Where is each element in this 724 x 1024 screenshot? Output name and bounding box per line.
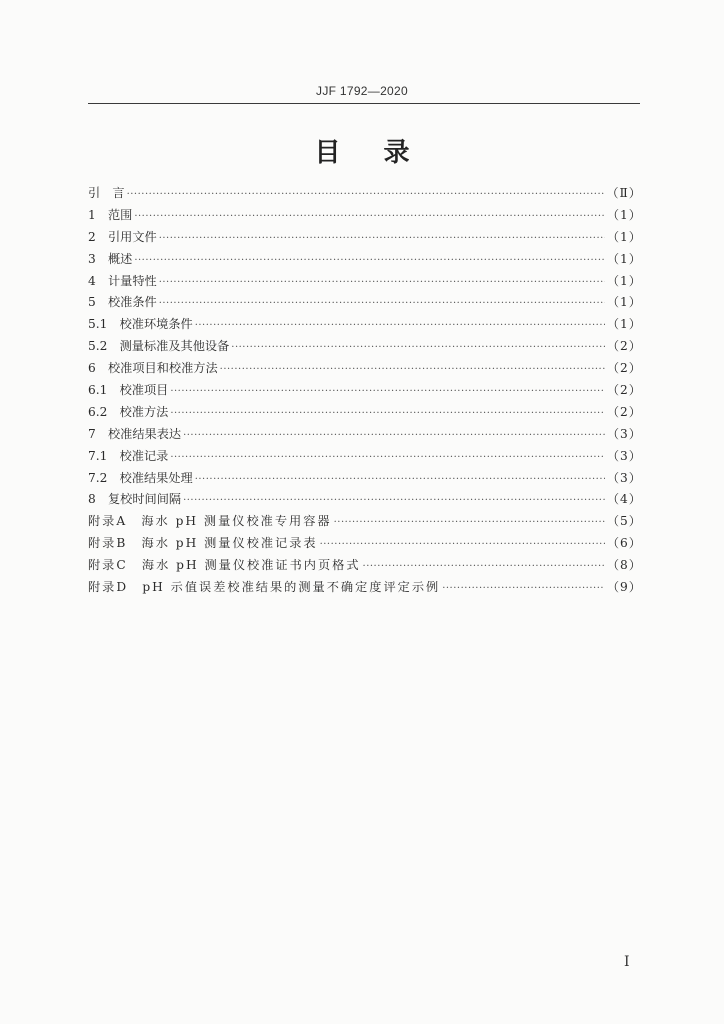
standard-code-header: JJF 1792—2020	[316, 84, 408, 98]
toc-dot-leader	[134, 250, 605, 272]
toc-entry-page: （1）	[606, 207, 642, 222]
toc-entry-page: （2）	[606, 383, 642, 398]
toc-dot-leader	[170, 381, 605, 403]
toc-entry-page: （2）	[606, 361, 642, 376]
toc-dot-leader	[231, 337, 605, 359]
toc-entry[interactable]	[88, 555, 642, 577]
toc-entry-page: （Ⅱ）	[606, 186, 642, 200]
toc-dot-leader	[320, 534, 605, 556]
toc-entry-label: 6.2 校准方法	[88, 404, 169, 419]
toc-dot-leader	[442, 578, 605, 600]
toc-entry-page: （1）	[606, 295, 642, 310]
page-title: 目 录	[314, 138, 410, 168]
toc-entry[interactable]	[88, 227, 642, 249]
toc-entry-page: （3）	[606, 426, 642, 441]
toc-entry-page: （2）	[606, 404, 642, 419]
toc-dot-leader	[334, 512, 605, 534]
toc-entry-label: 7.2 校准结果处理	[88, 470, 193, 485]
toc-entry[interactable]	[88, 249, 642, 271]
toc-entry[interactable]	[88, 271, 642, 293]
toc-entry-label: 5.1 校准环境条件	[88, 317, 193, 332]
toc-entry[interactable]	[88, 380, 642, 402]
toc-entry[interactable]	[88, 424, 642, 446]
toc-dot-leader	[195, 469, 605, 491]
toc-entry-label: 附录D pH 示值误差校准结果的测量不确定度评定示例	[88, 580, 441, 595]
toc-dot-leader	[159, 293, 605, 315]
toc-entry-label: 附录A 海水 pH 测量仪校准专用容器	[88, 514, 332, 529]
header-rule	[88, 103, 640, 104]
toc-entry-label: 引 言	[88, 186, 125, 200]
toc-entry[interactable]	[88, 489, 642, 511]
toc-entry[interactable]	[88, 292, 642, 314]
page-number: I	[624, 954, 630, 970]
toc-entry-label: 附录B 海水 pH 测量仪校准记录表	[88, 536, 318, 551]
toc-entry[interactable]	[88, 358, 642, 380]
toc-entry-label: 5 校准条件	[88, 295, 157, 310]
toc-entry-label: 5.2 测量标准及其他设备	[88, 339, 230, 354]
toc-entry-page: （9）	[606, 580, 642, 595]
toc-dot-leader	[363, 556, 605, 578]
toc-dot-leader	[159, 228, 605, 250]
toc-entry[interactable]	[88, 314, 642, 336]
toc-entry-label: 7.1 校准记录	[88, 448, 169, 463]
toc-dot-leader	[195, 315, 605, 337]
toc-entry-label: 7 校准结果表达	[88, 426, 182, 441]
toc-dot-leader	[220, 359, 605, 381]
toc-dot-leader	[170, 403, 605, 425]
toc-entry-page: （4）	[606, 492, 642, 507]
toc-entry-label: 4 计量特性	[88, 273, 157, 288]
toc-entry[interactable]	[88, 402, 642, 424]
toc-entry[interactable]	[88, 183, 642, 205]
toc-dot-leader	[170, 447, 605, 469]
toc-entry-label: 2 引用文件	[88, 229, 157, 244]
toc-entry-page: （5）	[606, 514, 642, 529]
toc-entry-page: （1）	[606, 251, 642, 266]
toc-entry-page: （6）	[606, 536, 642, 551]
toc-entry[interactable]	[88, 533, 642, 555]
toc-entry-label: 8 复校时间间隔	[88, 492, 182, 507]
toc-dot-leader	[183, 425, 605, 447]
toc-entry-page: （8）	[606, 558, 642, 573]
toc-dot-leader	[183, 490, 605, 512]
toc-entry[interactable]	[88, 511, 642, 533]
toc-entry-label: 6.1 校准项目	[88, 383, 169, 398]
toc-entry[interactable]	[88, 468, 642, 490]
toc-entry[interactable]	[88, 446, 642, 468]
toc-entry[interactable]	[88, 336, 642, 358]
toc-entry-page: （1）	[606, 273, 642, 288]
table-of-contents	[88, 183, 642, 599]
toc-dot-leader	[127, 184, 605, 206]
toc-entry-page: （1）	[606, 317, 642, 332]
toc-dot-leader	[159, 272, 605, 294]
toc-entry-page: （3）	[606, 448, 642, 463]
toc-entry-label: 3 概述	[88, 251, 133, 266]
toc-entry-page: （2）	[606, 339, 642, 354]
toc-entry[interactable]	[88, 205, 642, 227]
toc-entry-page: （1）	[606, 229, 642, 244]
toc-entry[interactable]	[88, 577, 642, 599]
toc-entry-label: 1 范围	[88, 207, 133, 222]
toc-entry-page: （3）	[606, 470, 642, 485]
toc-dot-leader	[134, 206, 605, 228]
toc-entry-label: 6 校准项目和校准方法	[88, 361, 218, 376]
toc-entry-label: 附录C 海水 pH 测量仪校准证书内页格式	[88, 558, 361, 573]
